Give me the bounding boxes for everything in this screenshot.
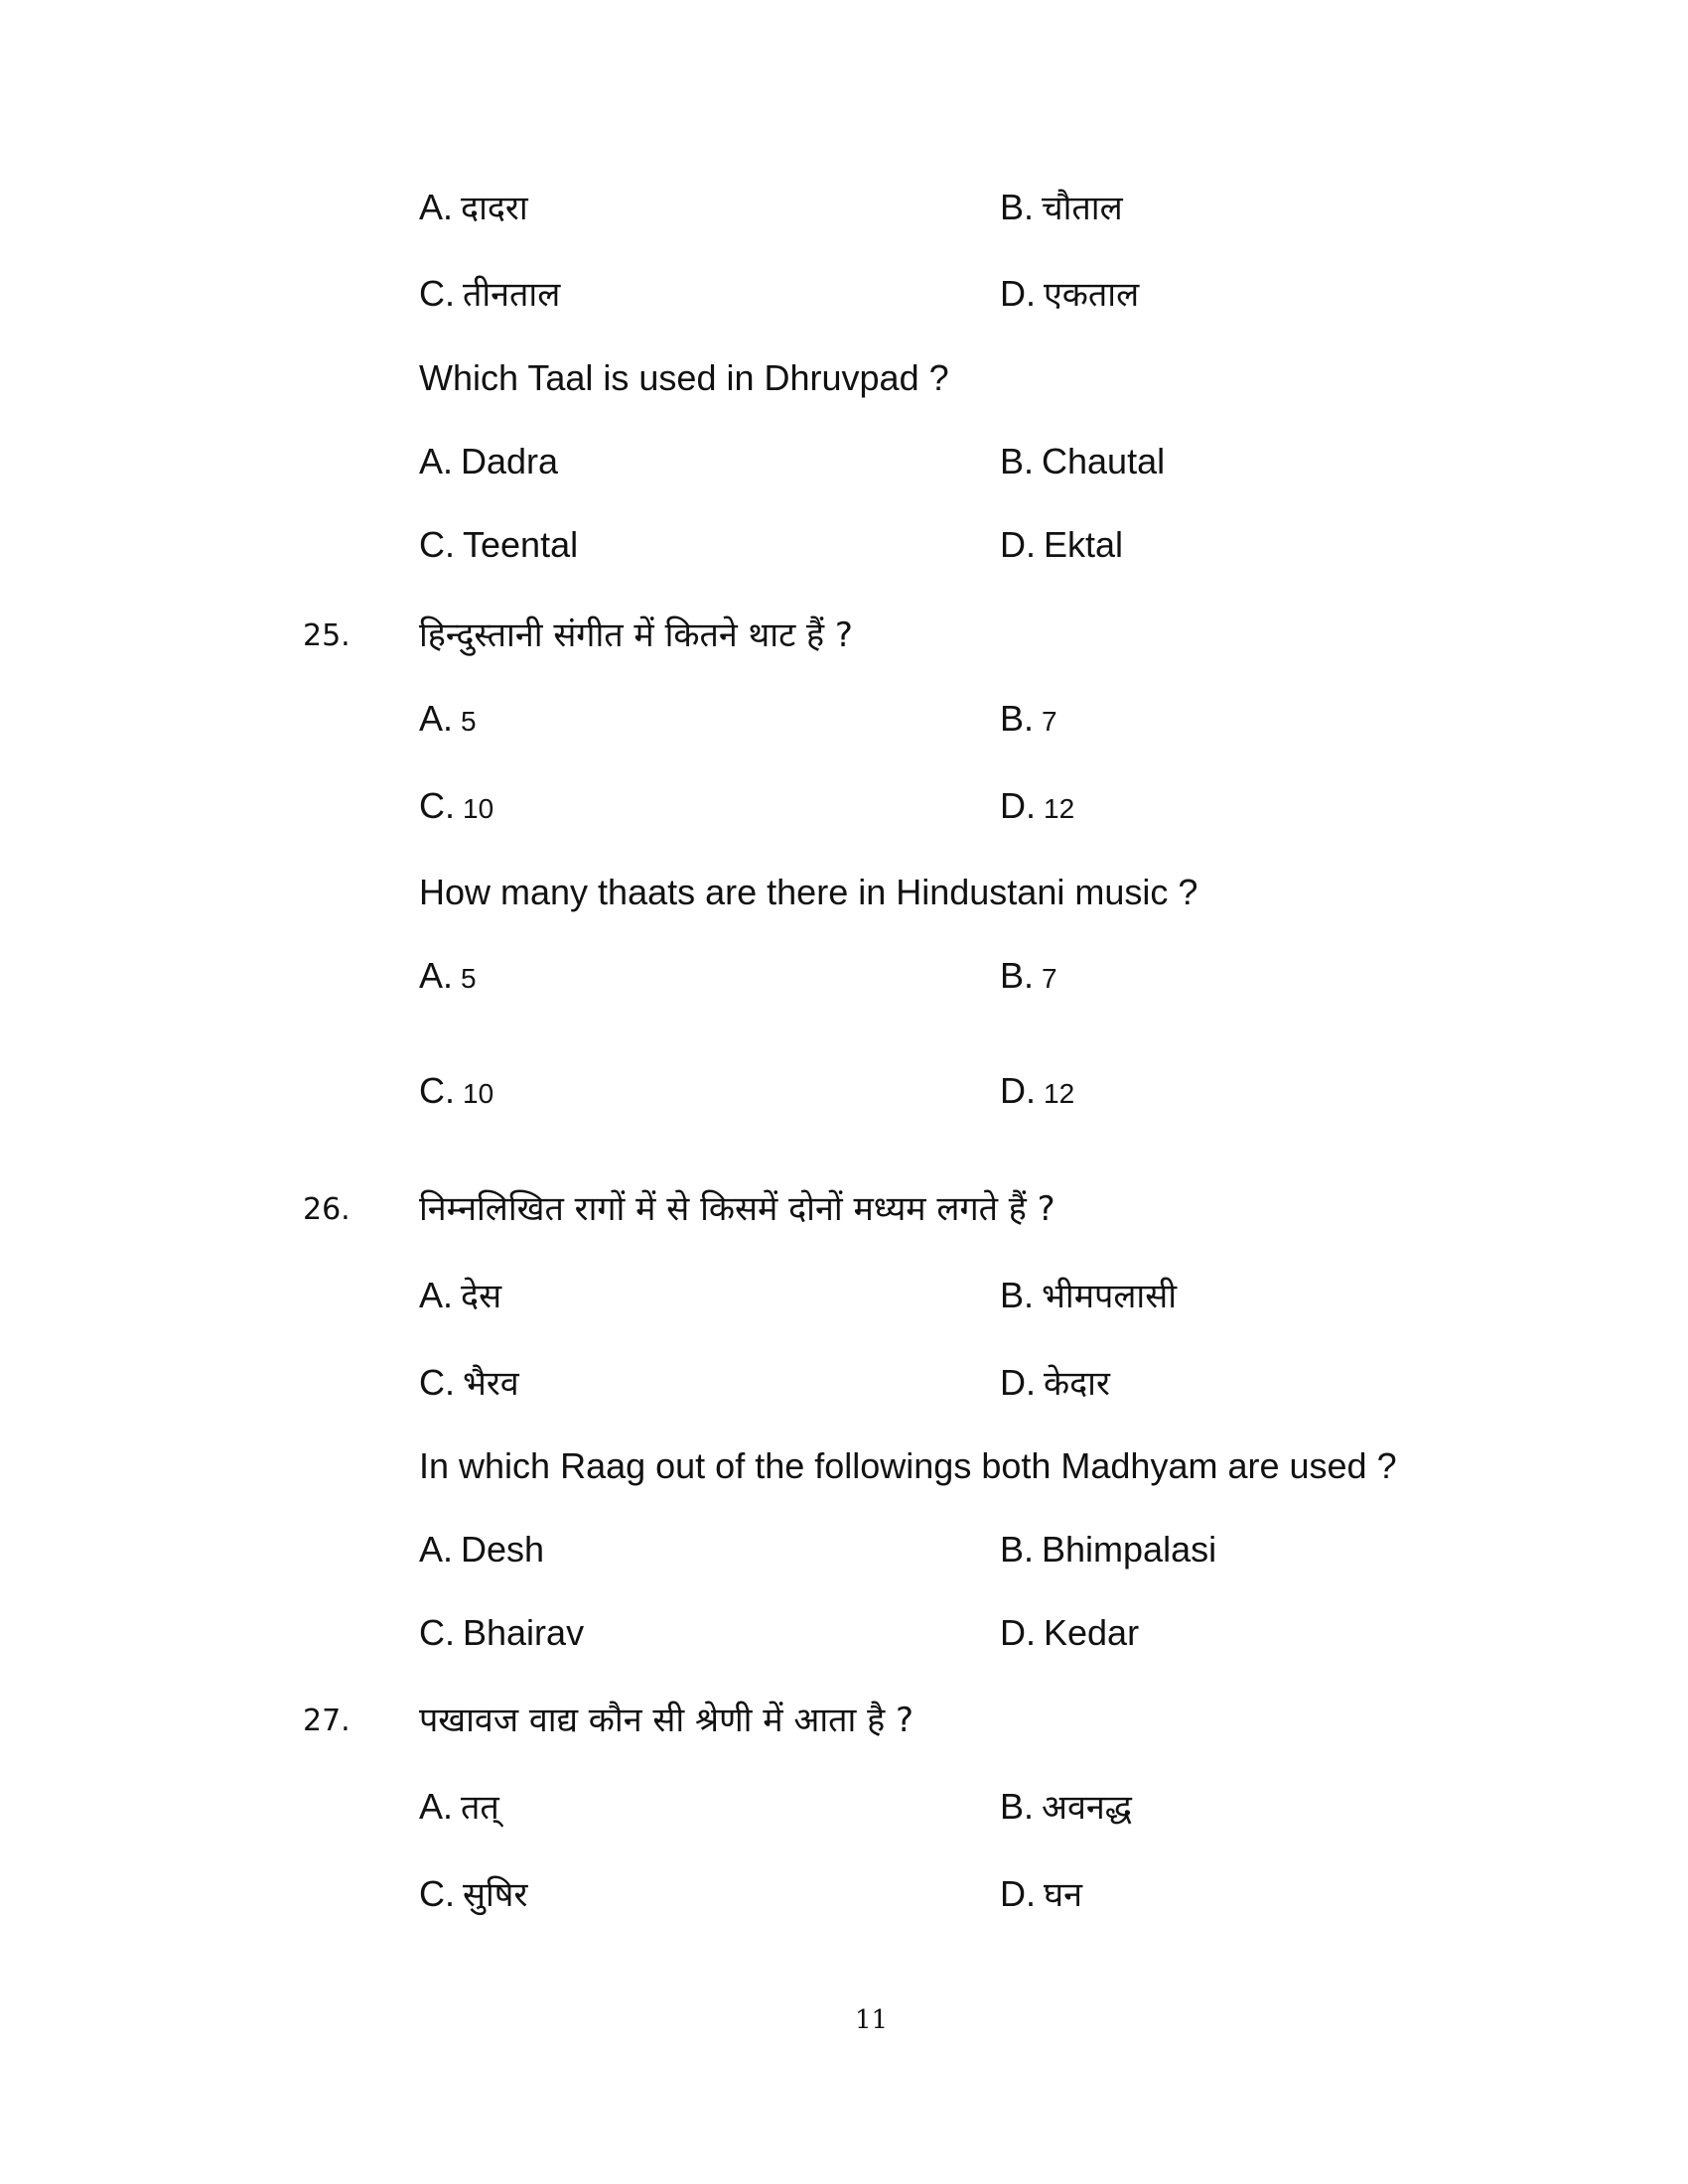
english-question: Which Taal is used in Dhruvpad ? [419,357,949,398]
option-text: 7 [1042,963,1057,994]
option-c [419,1359,519,1405]
option-letter: D. [1000,1612,1036,1653]
option-b [1000,184,1123,229]
option-text: Bhairav [463,1612,585,1653]
option-text: Ektal [1044,524,1124,565]
option-d [1000,524,1123,566]
question-row [0,611,1688,660]
option-letter: C. [419,785,455,826]
option-letter: A. [419,698,454,739]
option-letter: D. [1000,785,1036,826]
option-text: 5 [461,706,477,737]
option-text: घन [1044,1875,1082,1915]
option-d [1000,785,1074,827]
option-letter: C. [419,1362,455,1403]
option-row [0,1870,1688,1920]
option-text: Teental [463,524,579,565]
option-letter: A. [419,187,454,227]
question-row [0,1445,1688,1495]
option-letter: B. [1000,1529,1035,1570]
option-text: तत् [461,1788,499,1828]
option-c [419,524,578,566]
question-number: 25. [303,618,351,653]
option-text: केदार [1044,1364,1110,1404]
question-number: 27. [303,1704,351,1738]
option-c [419,1612,584,1654]
option-letter: A. [419,955,454,996]
option-row [0,270,1688,320]
option-row [0,1783,1688,1833]
option-b [1000,441,1165,482]
option-letter: B. [1000,1786,1035,1827]
option-text: सुषिर [463,1875,528,1915]
option-letter: D. [1000,524,1036,565]
english-question: How many thaats are there in Hindustani music ? [419,872,1198,912]
option-row [0,698,1688,748]
option-text: Kedar [1044,1612,1140,1653]
option-letter: D. [1000,1362,1036,1403]
option-row [0,441,1688,490]
option-a [419,1272,501,1317]
option-text: तीनताल [463,275,561,315]
option-row [0,524,1688,574]
option-text: 5 [461,963,477,994]
option-text: भीमपलासी [1042,1277,1178,1316]
option-letter: D. [1000,273,1036,314]
option-letter: A. [419,1786,454,1827]
question-row [0,1184,1688,1234]
option-d [1000,1359,1110,1405]
option-c [419,270,560,316]
english-question: In which Raag out of the followings both Madhyam are used ? [419,1445,1397,1486]
option-text: Dadra [461,441,559,481]
option-letter: C. [419,524,455,565]
option-b [1000,698,1057,740]
option-a [419,441,558,482]
option-letter: B. [1000,187,1035,227]
option-text: 10 [463,1078,494,1109]
option-a [419,955,477,997]
option-text: Desh [461,1529,545,1570]
option-row [0,184,1688,233]
option-b [1000,1783,1132,1829]
question-row [0,1696,1688,1745]
option-d [1000,1612,1139,1654]
option-letter: A. [419,1529,454,1570]
option-text: 12 [1044,1078,1075,1109]
option-letter: B. [1000,441,1035,481]
option-text: चौताल [1042,189,1123,228]
option-row [0,1359,1688,1409]
option-a [419,1529,544,1570]
question-number: 26. [303,1192,351,1227]
option-text: दादरा [461,189,528,228]
option-text: अवनद्ध [1042,1788,1132,1828]
option-d [1000,270,1139,316]
option-letter: B. [1000,955,1035,996]
option-text: 12 [1044,793,1075,824]
option-text: देस [461,1277,502,1316]
page-number: 11 [854,2005,889,2035]
option-a [419,184,528,229]
option-letter: D. [1000,1070,1036,1111]
option-text: Chautal [1042,441,1166,481]
option-letter: A. [419,1275,454,1315]
option-letter: C. [419,1873,455,1914]
option-letter: B. [1000,1275,1035,1315]
option-row [0,1272,1688,1321]
option-c [419,785,493,827]
option-letter: B. [1000,698,1035,739]
question-row [0,872,1688,921]
option-c [419,1070,493,1112]
question-row [0,357,1688,407]
option-row [0,785,1688,835]
option-letter: C. [419,1070,455,1111]
option-text: Bhimpalasi [1042,1529,1217,1570]
option-b [1000,955,1057,997]
option-c [419,1870,527,1916]
option-letter: C. [419,273,455,314]
option-row [0,1612,1688,1662]
option-letter: C. [419,1612,455,1653]
option-letter: A. [419,441,454,481]
hindi-question: निम्नलिखित रागों में से किसमें दोनों मध्यम लगते हैं ? [419,1189,1055,1229]
hindi-question: पखावज वाद्य कौन सी श्रेणी में आता है ? [419,1701,914,1740]
option-row [0,955,1688,1005]
option-text: भैरव [463,1364,519,1404]
option-a [419,1783,499,1829]
option-d [1000,1070,1074,1112]
option-b [1000,1529,1216,1570]
option-b [1000,1272,1177,1317]
option-text: 7 [1042,706,1057,737]
option-row [0,1529,1688,1578]
option-text: एकताल [1044,275,1140,315]
option-a [419,698,477,740]
option-text: 10 [463,793,494,824]
option-row [0,1070,1688,1120]
option-letter: D. [1000,1873,1036,1914]
hindi-question: हिन्दुस्तानी संगीत में कितने थाट हैं ? [419,615,853,655]
option-d [1000,1870,1082,1916]
